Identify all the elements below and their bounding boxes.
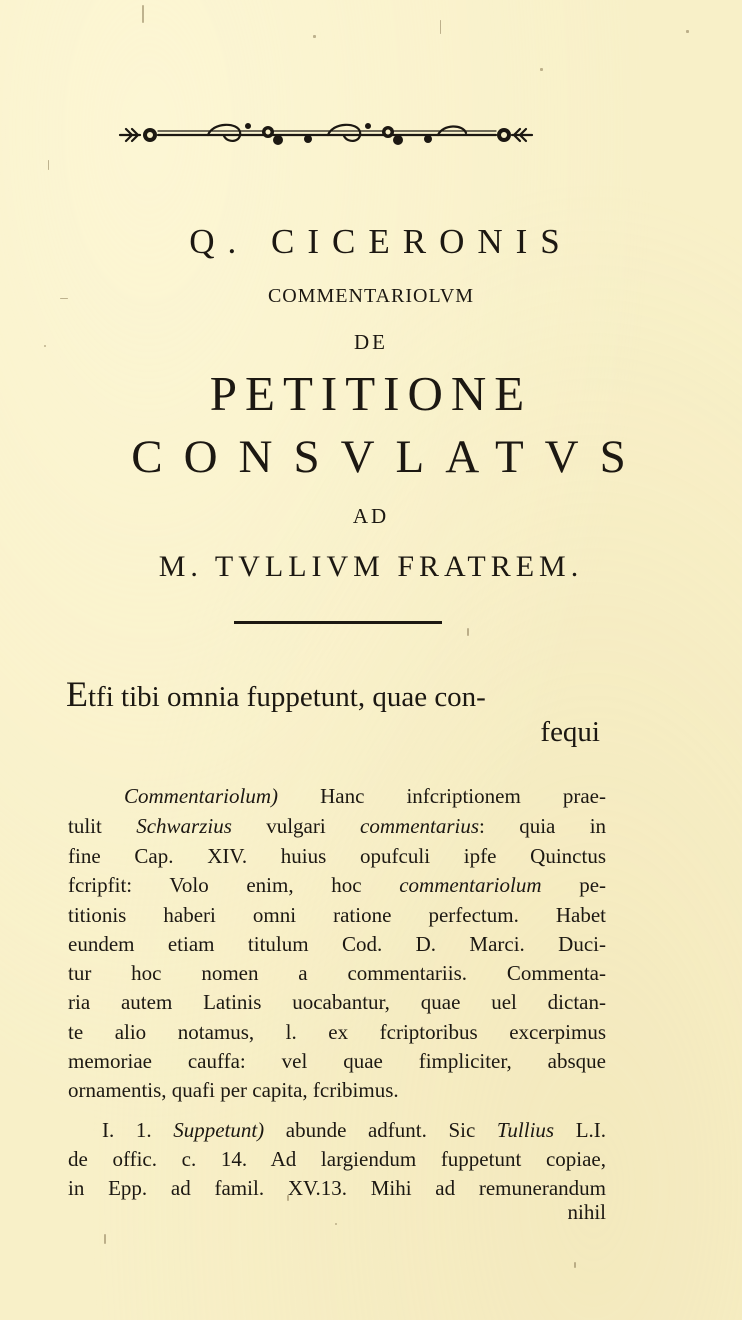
- paper-speck: [440, 20, 441, 34]
- footnote-1-line-1: [68, 784, 606, 809]
- floral-headpiece-ornament-icon: [118, 118, 534, 152]
- horizontal-rule-divider: [234, 621, 442, 624]
- footnote-text: tulit: [68, 814, 102, 838]
- title-commentariolum: COMMENTARIOLVM: [267, 285, 475, 307]
- footnote-1-line-2: [68, 814, 606, 839]
- title-author: Q. CICERONIS: [189, 222, 573, 261]
- title-petitione: PETITIONE: [209, 366, 533, 421]
- title-ad: AD: [352, 504, 390, 528]
- footnote-2-catchword: nihil: [567, 1200, 606, 1224]
- footnote-italic-term: commentariolum: [399, 873, 542, 897]
- footnote-lemma: Suppetunt): [173, 1118, 265, 1142]
- footnote-text: : quia in: [479, 814, 607, 838]
- paper-speck: [313, 35, 316, 38]
- footnote-lemma: Commentariolum): [124, 784, 278, 808]
- footnote-text: Hanc infcriptionem prae-: [278, 784, 606, 808]
- footnote-2-line-3: in Epp. ad famil. XV.13. Mihi ad remunerandum: [68, 1176, 606, 1200]
- footnote-1-line-9: te alio notamus, l. ex fcriptoribus excerpimus: [68, 1020, 606, 1044]
- footnote-italic-term: commentarius: [360, 814, 480, 838]
- footnote-text: pe-: [579, 873, 607, 897]
- footnote-text: L.I.: [554, 1118, 607, 1142]
- footnote-1-line-10: memoriae cauffa: vel quae fimpliciter, absque: [68, 1049, 606, 1073]
- footnote-1-line-3: fine Cap. XIV. huius opufculi ipfe Quinctus: [68, 844, 606, 868]
- footnote-1-line-11: ornamentis, quafi per capita, fcribimus.: [68, 1078, 399, 1102]
- footnote-1-line-4: [68, 873, 606, 898]
- paper-speck: [540, 68, 543, 71]
- footnote-1-line-7: tur hoc nomen a commentariis. Commenta-: [68, 961, 606, 985]
- footnote-text: fcripfit: Volo enim, hoc: [68, 873, 362, 897]
- body-text-line-1: [66, 676, 606, 714]
- footnote-italic-name: Schwarzius: [136, 814, 232, 838]
- paper-speck: [48, 160, 49, 170]
- footnote-1-line-8: ria autem Latinis uocabantur, quae uel dictan-: [68, 990, 606, 1014]
- title-de: DE: [354, 330, 388, 354]
- body-text-line-2: fequi: [540, 716, 600, 748]
- footnote-text: vulgari: [266, 814, 326, 838]
- drop-cap: E: [66, 674, 88, 714]
- footnote-2-line-1: [68, 1118, 606, 1143]
- paper-speck: [686, 30, 689, 33]
- paper-speck: [574, 1262, 576, 1268]
- footnote-author: Tullius: [496, 1118, 555, 1142]
- footnote-ref: I. 1.: [102, 1118, 152, 1142]
- title-consulatus: CONSVLATVS: [131, 431, 647, 483]
- body-line-1-text: tfi tibi omnia fuppetunt, quae con-: [88, 681, 486, 713]
- footnote-text: abunde adfunt. Sic: [264, 1118, 476, 1142]
- paper-speck: [104, 1234, 106, 1244]
- footnote-2-line-2: de offic. c. 14. Ad largiendum fuppetunt copiae,: [68, 1147, 606, 1171]
- paper-speck: [467, 628, 469, 636]
- footnote-1-line-6: eundem etiam titulum Cod. D. Marci. Duci-: [68, 932, 606, 956]
- title-recipient: M. TVLLIVM FRATREM.: [158, 550, 584, 583]
- paper-speck: [142, 5, 144, 23]
- footnote-1-line-5: titionis haberi omni ratione perfectum. Habet: [68, 903, 606, 927]
- body-text-first-line: [66, 676, 486, 714]
